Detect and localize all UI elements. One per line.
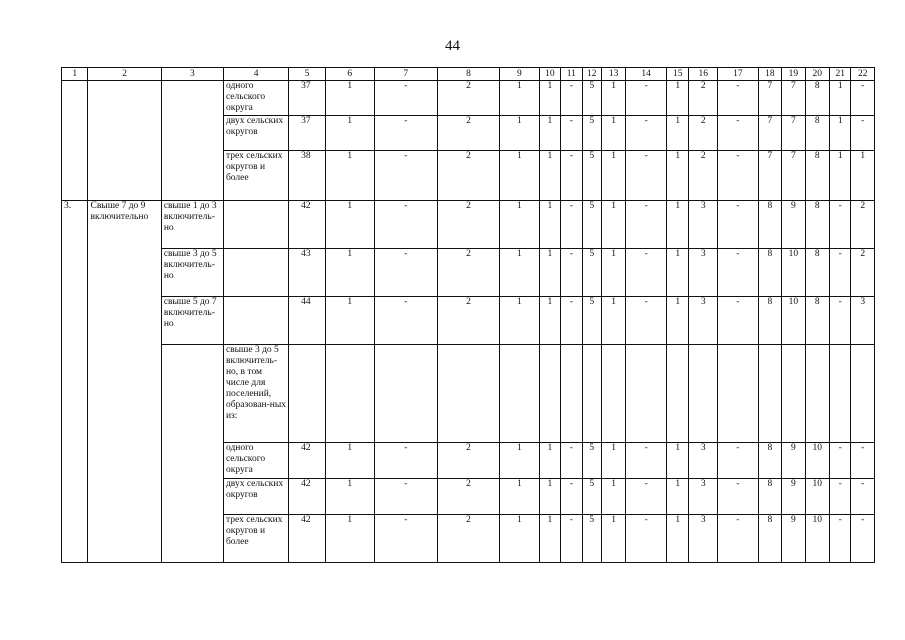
cell-value: 1: [667, 116, 689, 151]
cell-value: -: [851, 479, 875, 515]
cell-value: 1: [325, 515, 374, 563]
cell-value: -: [561, 479, 582, 515]
cell-value: -: [374, 116, 437, 151]
cell-value: 1: [500, 81, 540, 116]
cell-value: 9: [782, 515, 805, 563]
cell-value: 1: [601, 515, 625, 563]
cell-description: двух сельских округов: [223, 479, 288, 515]
cell-value: -: [851, 515, 875, 563]
cell-value: -: [830, 201, 851, 249]
cell-value: -: [626, 443, 667, 479]
cell-value: 1: [325, 297, 374, 345]
cell-value: 3: [851, 297, 875, 345]
table-row: [62, 249, 875, 297]
cell-value: 3: [689, 443, 718, 479]
cell-value: -: [374, 515, 437, 563]
column-number: 19: [782, 68, 805, 81]
cell-value: 2: [437, 515, 499, 563]
cell-value: 1: [325, 443, 374, 479]
cell-value: 7: [782, 81, 805, 116]
column-number: 16: [689, 68, 718, 81]
cell-description: трех сельских округов и более: [223, 151, 288, 201]
cell-value: 2: [689, 116, 718, 151]
cell-value: 8: [758, 249, 781, 297]
cell-value: 1: [601, 116, 625, 151]
column-number: 4: [223, 68, 288, 81]
cell-value: 8: [805, 116, 829, 151]
cell-value: 1: [601, 297, 625, 345]
cell-value: 1: [325, 479, 374, 515]
cell-value: [717, 345, 758, 443]
cell-value: -: [626, 515, 667, 563]
cell-value: -: [626, 297, 667, 345]
cell-value: 8: [805, 249, 829, 297]
cell-value: 42: [289, 479, 326, 515]
cell-value: 5: [582, 201, 601, 249]
cell-value: -: [717, 249, 758, 297]
cell-value: -: [626, 249, 667, 297]
cell-value: 42: [289, 443, 326, 479]
cell-value: -: [561, 116, 582, 151]
cell-value: 1: [500, 515, 540, 563]
cell-value: 1: [667, 479, 689, 515]
cell-value: 3: [689, 249, 718, 297]
cell-value: -: [561, 249, 582, 297]
cell-value: 8: [758, 201, 781, 249]
cell-value: 1: [667, 81, 689, 116]
cell-value: 5: [582, 81, 601, 116]
cell-value: [601, 345, 625, 443]
column-number: 18: [758, 68, 781, 81]
cell-value: 10: [805, 479, 829, 515]
column-number: 12: [582, 68, 601, 81]
cell-value: 1: [539, 116, 560, 151]
cell-value: 1: [851, 151, 875, 201]
cell-description: [223, 249, 288, 297]
cell-value: 1: [539, 515, 560, 563]
cell-value: 7: [758, 81, 781, 116]
cell-value: 42: [289, 201, 326, 249]
cell-number: 3.: [62, 201, 88, 563]
cell-value: -: [626, 116, 667, 151]
cell-description: одного сельского округа: [223, 443, 288, 479]
cell-value: -: [717, 515, 758, 563]
table-row: [62, 81, 875, 116]
cell-value: 2: [437, 297, 499, 345]
cell-value: 2: [437, 249, 499, 297]
cell-value: 8: [805, 81, 829, 116]
column-number: 9: [500, 68, 540, 81]
cell-value: -: [374, 443, 437, 479]
cell-value: -: [717, 297, 758, 345]
cell-value: 1: [667, 249, 689, 297]
cell-value: -: [626, 479, 667, 515]
cell-value: 3: [689, 479, 718, 515]
cell-description: свыше 3 до 5 включитель-но, в том числе для поселений, образован-ных из:: [223, 345, 288, 443]
cell-value: [561, 345, 582, 443]
cell-value: 1: [667, 443, 689, 479]
cell-value: -: [374, 479, 437, 515]
cell-value: 1: [500, 151, 540, 201]
cell-value: 44: [289, 297, 326, 345]
data-table: [61, 67, 875, 563]
cell-value: 8: [758, 515, 781, 563]
cell-value: [582, 345, 601, 443]
cell-value: 3: [689, 201, 718, 249]
cell-value: 1: [667, 297, 689, 345]
cell-subcategory: свыше 5 до 7 включитель-но: [161, 297, 223, 345]
cell-description: одного сельского округа: [223, 81, 288, 116]
cell-value: [830, 345, 851, 443]
column-number: 11: [561, 68, 582, 81]
cell-description: трех сельских округов и более: [223, 515, 288, 563]
cell-value: -: [851, 116, 875, 151]
cell-value: 5: [582, 116, 601, 151]
cell-value: -: [717, 479, 758, 515]
cell-value: [325, 345, 374, 443]
column-number: 5: [289, 68, 326, 81]
cell-value: 5: [582, 151, 601, 201]
cell-value: 3: [689, 297, 718, 345]
cell-value: 1: [325, 81, 374, 116]
cell-value: 1: [539, 443, 560, 479]
cell-value: 1: [325, 151, 374, 201]
cell-value: -: [561, 201, 582, 249]
cell-value: 1: [325, 116, 374, 151]
cell-value: 1: [539, 151, 560, 201]
cell-value: -: [374, 201, 437, 249]
cell-value: 1: [601, 443, 625, 479]
cell-value: -: [717, 151, 758, 201]
cell-value: -: [626, 81, 667, 116]
cell-value: 2: [851, 201, 875, 249]
cell-value: -: [830, 479, 851, 515]
cell-value: 2: [437, 201, 499, 249]
cell-value: -: [561, 297, 582, 345]
cell-value: -: [717, 443, 758, 479]
cell-value: [689, 345, 718, 443]
column-number: 10: [539, 68, 560, 81]
cell-value: 2: [437, 443, 499, 479]
cell-value: [626, 345, 667, 443]
cell-value: 1: [500, 443, 540, 479]
cell-value: 1: [667, 515, 689, 563]
cell-value: -: [561, 151, 582, 201]
cell-value: 9: [782, 479, 805, 515]
cell-value: -: [717, 116, 758, 151]
cell-subcategory: свыше 3 до 5 включитель-но: [161, 249, 223, 297]
cell-value: 7: [782, 116, 805, 151]
cell-description: [223, 201, 288, 249]
cell-number: [62, 81, 88, 201]
cell-value: 10: [782, 249, 805, 297]
cell-category: [88, 81, 161, 201]
cell-value: [758, 345, 781, 443]
column-number: 2: [88, 68, 161, 81]
cell-value: 1: [601, 81, 625, 116]
cell-value: 37: [289, 81, 326, 116]
cell-value: 43: [289, 249, 326, 297]
cell-value: -: [561, 81, 582, 116]
cell-value: 37: [289, 116, 326, 151]
column-number: 6: [325, 68, 374, 81]
cell-value: [805, 345, 829, 443]
cell-value: -: [626, 201, 667, 249]
cell-value: 8: [758, 297, 781, 345]
cell-value: 1: [500, 297, 540, 345]
column-number: 8: [437, 68, 499, 81]
cell-value: 10: [805, 443, 829, 479]
cell-value: 2: [437, 116, 499, 151]
cell-value: -: [561, 515, 582, 563]
cell-value: 7: [758, 116, 781, 151]
cell-value: 2: [851, 249, 875, 297]
cell-value: 2: [437, 479, 499, 515]
cell-value: 10: [805, 515, 829, 563]
cell-subcategory: [161, 345, 223, 563]
cell-value: 1: [500, 249, 540, 297]
cell-value: [289, 345, 326, 443]
cell-value: 1: [830, 151, 851, 201]
cell-value: 5: [582, 515, 601, 563]
cell-value: 1: [500, 201, 540, 249]
cell-value: -: [830, 249, 851, 297]
cell-value: -: [374, 81, 437, 116]
cell-value: 1: [539, 201, 560, 249]
table-row: [62, 345, 875, 443]
cell-description: [223, 297, 288, 345]
cell-value: 1: [667, 201, 689, 249]
cell-value: 1: [325, 249, 374, 297]
table-row: [62, 297, 875, 345]
cell-value: [500, 345, 540, 443]
cell-value: 38: [289, 151, 326, 201]
cell-value: -: [374, 151, 437, 201]
cell-value: 5: [582, 249, 601, 297]
page-number: 44: [445, 38, 460, 54]
column-number: 21: [830, 68, 851, 81]
cell-value: 10: [782, 297, 805, 345]
cell-value: [782, 345, 805, 443]
cell-value: -: [374, 249, 437, 297]
table-row: [62, 201, 875, 249]
cell-value: 8: [805, 297, 829, 345]
column-number: 1: [62, 68, 88, 81]
cell-value: 5: [582, 297, 601, 345]
cell-value: 1: [500, 116, 540, 151]
cell-value: 1: [667, 151, 689, 201]
cell-value: 1: [830, 116, 851, 151]
column-number: 20: [805, 68, 829, 81]
cell-value: -: [830, 443, 851, 479]
cell-value: 1: [601, 479, 625, 515]
column-number: 15: [667, 68, 689, 81]
column-number: 14: [626, 68, 667, 81]
cell-value: 1: [601, 249, 625, 297]
cell-value: -: [851, 81, 875, 116]
cell-value: 5: [582, 443, 601, 479]
cell-value: 2: [689, 81, 718, 116]
cell-value: 42: [289, 515, 326, 563]
cell-value: 8: [805, 201, 829, 249]
cell-value: 2: [437, 151, 499, 201]
cell-value: 7: [782, 151, 805, 201]
cell-value: 7: [758, 151, 781, 201]
cell-value: -: [561, 443, 582, 479]
cell-value: -: [851, 443, 875, 479]
cell-value: -: [374, 297, 437, 345]
cell-value: 9: [782, 201, 805, 249]
cell-value: -: [717, 81, 758, 116]
cell-value: 1: [539, 297, 560, 345]
cell-value: 1: [601, 201, 625, 249]
cell-value: 1: [601, 151, 625, 201]
column-number: 7: [374, 68, 437, 81]
cell-value: 1: [500, 479, 540, 515]
cell-value: 5: [582, 479, 601, 515]
cell-subcategory: свыше 1 до 3 включитель-но: [161, 201, 223, 249]
cell-description: двух сельских округов: [223, 116, 288, 151]
cell-value: [374, 345, 437, 443]
cell-value: -: [626, 151, 667, 201]
cell-value: 1: [539, 81, 560, 116]
column-number: 3: [161, 68, 223, 81]
cell-value: 8: [758, 479, 781, 515]
cell-value: [539, 345, 560, 443]
cell-value: 1: [539, 479, 560, 515]
cell-value: [851, 345, 875, 443]
cell-value: 2: [689, 151, 718, 201]
cell-value: [437, 345, 499, 443]
cell-value: 8: [805, 151, 829, 201]
cell-category: Свыше 7 до 9 включительно: [88, 201, 161, 563]
cell-value: 8: [758, 443, 781, 479]
cell-value: -: [717, 201, 758, 249]
cell-value: 9: [782, 443, 805, 479]
cell-value: [667, 345, 689, 443]
cell-value: 1: [539, 249, 560, 297]
cell-subcategory: [161, 81, 223, 201]
cell-value: 2: [437, 81, 499, 116]
cell-value: 3: [689, 515, 718, 563]
cell-value: 1: [325, 201, 374, 249]
column-number-row: [62, 68, 875, 81]
column-number: 13: [601, 68, 625, 81]
cell-value: 1: [830, 81, 851, 116]
cell-value: -: [830, 515, 851, 563]
column-number: 17: [717, 68, 758, 81]
cell-value: -: [830, 297, 851, 345]
column-number: 22: [851, 68, 875, 81]
